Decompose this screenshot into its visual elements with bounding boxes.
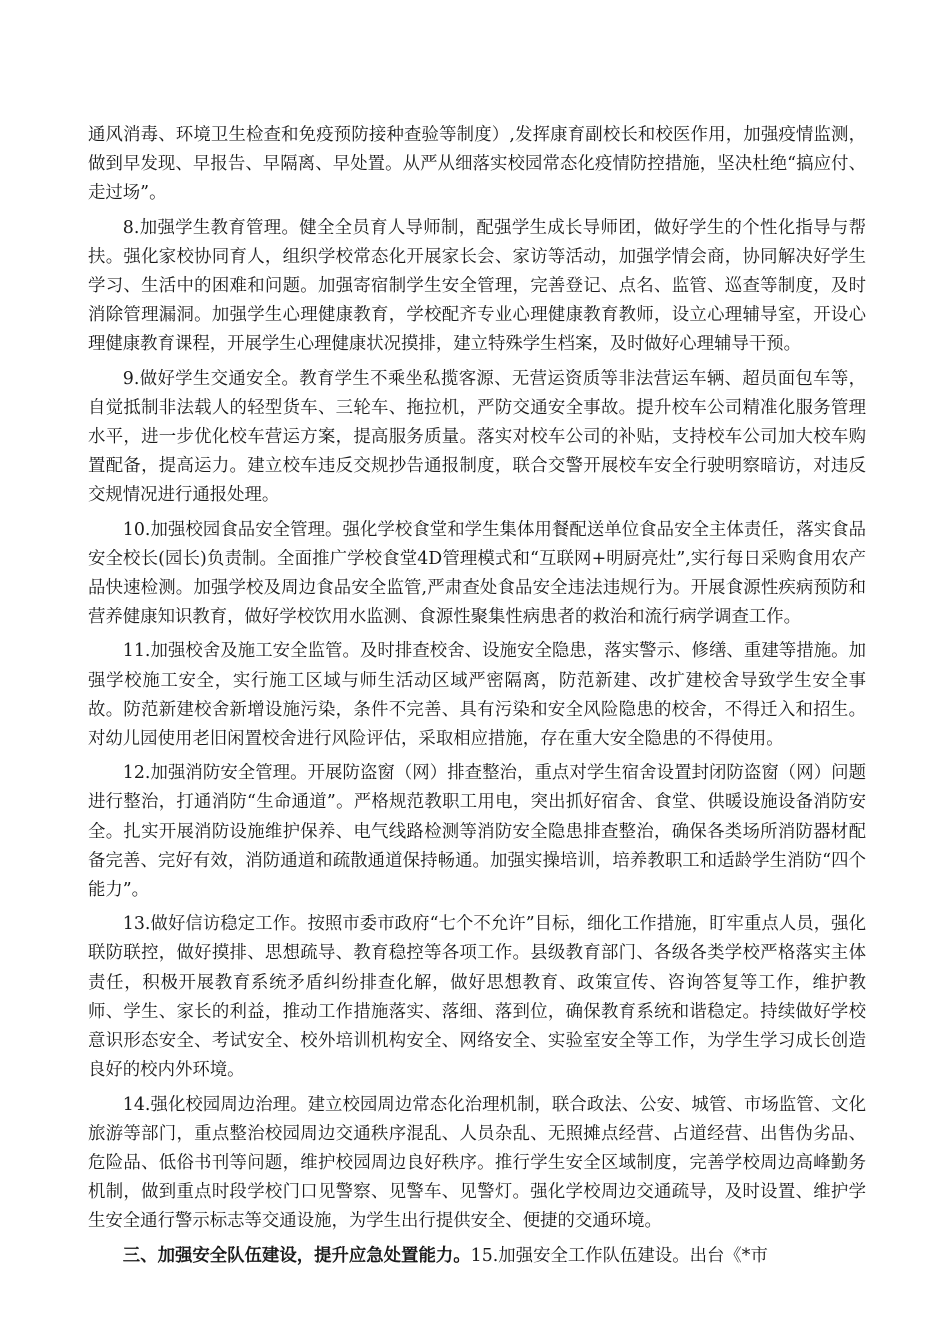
paragraph-item-14: 14.强化校园周边治理。建立校园周边常态化治理机制，联合政法、公安、城管、市场监管、文化旅游等部门，重点整治校园周边交通秩序混乱、人员杂乱、无照摊点经营、占道经营、出售伪劣品、危险品、低俗书刊等问题，维护校园周边良好秩序。推行学生安全区域制度，完善学校周边高峰勤务机制，做到重点时段学校门口见警察、见警车、见警灯。强化学校周边交通疏导，及时设置、维护学生安全通行警示标志等交通设施，为学生出行提供安全、便捷的交通环境。 (88, 1094, 866, 1232)
document-page (88, 121, 866, 1276)
paragraph-item-8: 8.加强学生教育管理。健全全员育人导师制，配强学生成长导师团，做好学生的个性化指导与帮扶。强化家校协同育人，组织学校常态化开展家长会、家访等活动，加强学情会商，协同解决好学生学习、生活中的困难和问题。加强寄宿制学生安全管理，完善登记、点名、监管、巡查等制度，及时消除管理漏洞。加强学生心理健康教育，学校配齐专业心理健康教育教师，设立心理辅导室，开设心理健康教育课程，开展学生心理健康状况摸排，建立特殊学生档案，及时做好心理辅导干预。 (88, 217, 866, 355)
section-heading-bold: 三、加强安全队伍建设，提升应急处置能力。 (122, 1245, 471, 1266)
paragraph-item-9: 9.做好学生交通安全。教育学生不乘坐私揽客源、无营运资质等非法营运车辆、超员面包车等，自觉抵制非法载人的轻型货车、三轮车、拖拉机，严防交通安全事故。提升校车公司精准化服务管理水平，进一步优化校车营运方案，提高服务质量。落实对校车公司的补贴，支持校车公司加大校车购置配备，提高运力。建立校车违反交规抄告通报制度，联合交警开展校车安全行驶明察暗访，对违反交规情况进行通报处理。 (88, 368, 866, 506)
section-heading-paragraph (88, 1242, 866, 1271)
paragraph-item-13: 13.做好信访稳定工作。按照市委市政府“七个不允许”目标，细化工作措施，盯牢重点人员，强化联防联控，做好摸排、思想疏导、教育稳控等各项工作。县级教育部门、各级各类学校严格落实主体责任，积极开展教育系统矛盾纠纷排查化解，做好思想教育、政策宣传、咨询答复等工作，维护教师、学生、家长的利益，推动工作措施落实、落细、落到位，确保教育系统和谐稳定。持续做好学校意识形态安全、考试安全、校外培训机构安全、网络安全、实验室安全等工作，为学生学习成长创造良好的校内外环境。 (88, 914, 866, 1081)
paragraph-continuation: 通风消毒、环境卫生检查和免疫预防接种查验等制度）,发挥康育副校长和校医作用，加强疫情监测，做到早发现、早报告、早隔离、早处置。从严从细落实校园常态化疫情防控措施，坚决杜绝“搞应付、走过场”。 (88, 125, 866, 204)
paragraph-item-12: 12.加强消防安全管理。开展防盗窗（网）排查整治，重点对学生宿舍设置封闭防盗窗（网）问题进行整治，打通消防“生命通道”。严格规范教职工用电，突出抓好宿舍、食堂、供暖设施设备消防安全。扎实开展消防设施维护保养、电气线路检测等消防安全隐患排查整治，确保各类场所消防器材配备完善、完好有效，消防通道和疏散通道保持畅通。加强实操培训，培养教职工和适龄学生消防“四个能力”。 (88, 763, 866, 901)
section-heading-rest: 15.加强安全工作队伍建设。出台《*市 (470, 1245, 768, 1266)
paragraph-item-10: 10.加强校园食品安全管理。强化学校食堂和学生集体用餐配送单位食品安全主体责任，落实食品安全校长(园长)负责制。全面推广学校食堂4D管理模式和“互联网+明厨亮灶”,实行每日采购食用农产品快速检测。加强学校及周边食品安全监管,严肃查处食品安全违法违规行为。开展食源性疾病预防和营养健康知识教育，做好学校饮用水监测、食源性聚集性病患者的救治和流行病学调查工作。 (88, 519, 866, 628)
paragraph-item-11: 11.加强校舍及施工安全监管。及时排查校舍、设施安全隐患，落实警示、修缮、重建等措施。加强学校施工安全，实行施工区域与师生活动区域严密隔离，防范新建、改扩建校舍导致学生安全事故。防范新建校舍新增设施污染，条件不完善、具有污染和安全风险隐患的校舍，不得迁入和招生。对幼儿园使用老旧闲置校舍进行风险评估，采取相应措施，存在重大安全隐患的不得使用。 (88, 641, 866, 750)
